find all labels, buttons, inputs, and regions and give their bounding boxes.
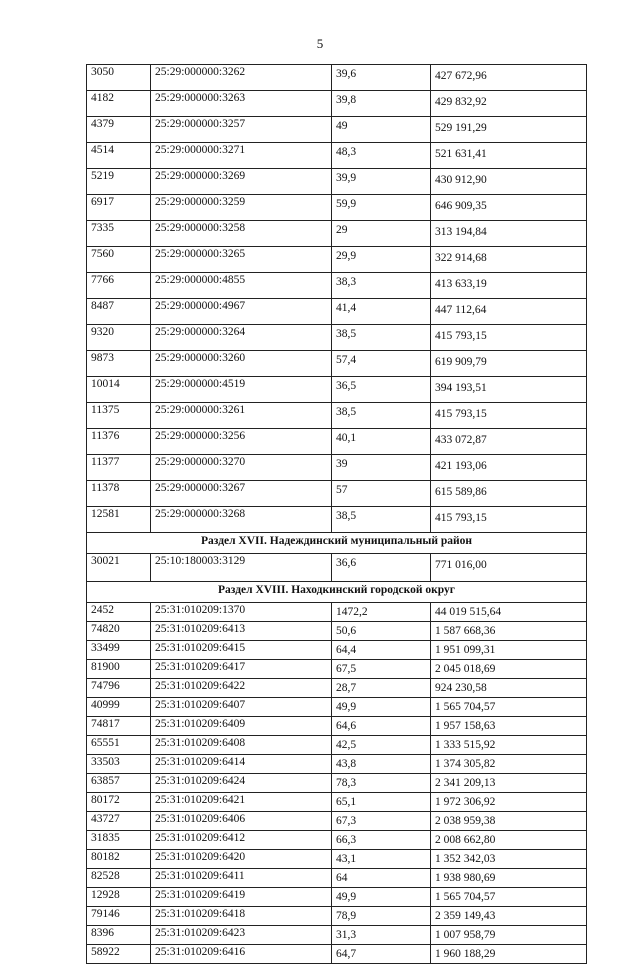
value-cell: 1 960 188,29 bbox=[431, 945, 587, 964]
area-cell: 67,5 bbox=[332, 660, 431, 679]
area-cell: 59,9 bbox=[332, 195, 431, 221]
value-cell: 2 359 149,43 bbox=[431, 907, 587, 926]
value-cell: 415 793,15 bbox=[431, 507, 587, 533]
value-cell: 1 007 958,79 bbox=[431, 926, 587, 945]
object-number-cell: 74796 bbox=[87, 679, 151, 698]
area-cell: 49,9 bbox=[332, 888, 431, 907]
table-row bbox=[87, 926, 587, 945]
cadastral-number-cell: 25:29:000000:3261 bbox=[151, 403, 332, 429]
object-number-cell: 81900 bbox=[87, 660, 151, 679]
object-number-cell: 58922 bbox=[87, 945, 151, 964]
table-row bbox=[87, 641, 587, 660]
table-row bbox=[87, 481, 587, 507]
area-cell: 38,5 bbox=[332, 403, 431, 429]
object-number-cell: 9873 bbox=[87, 351, 151, 377]
object-number-cell: 74817 bbox=[87, 717, 151, 736]
cadastral-number-cell: 25:29:000000:4967 bbox=[151, 299, 332, 325]
cadastral-number-cell: 25:31:010209:6416 bbox=[151, 945, 332, 964]
cadastral-number-cell: 25:31:010209:6413 bbox=[151, 622, 332, 641]
table-row bbox=[87, 679, 587, 698]
cadastral-number-cell: 25:31:010209:6407 bbox=[151, 698, 332, 717]
area-cell: 39,8 bbox=[332, 91, 431, 117]
cadastral-number-cell: 25:31:010209:6418 bbox=[151, 907, 332, 926]
value-cell: 430 912,90 bbox=[431, 169, 587, 195]
cadastral-number-cell: 25:29:000000:3270 bbox=[151, 455, 332, 481]
area-cell: 28,7 bbox=[332, 679, 431, 698]
cadastral-number-cell: 25:31:010209:1370 bbox=[151, 603, 332, 622]
property-registry-table bbox=[86, 64, 587, 964]
section-heading-17: Раздел XVII. Надеждинский муниципальный район bbox=[87, 533, 587, 554]
page-number: 5 bbox=[316, 36, 324, 51]
value-cell: 2 008 662,80 bbox=[431, 831, 587, 850]
cadastral-number-cell: 25:29:000000:3271 bbox=[151, 143, 332, 169]
table-row bbox=[87, 774, 587, 793]
table-row bbox=[87, 221, 587, 247]
value-cell: 521 631,41 bbox=[431, 143, 587, 169]
cadastral-number-cell: 25:31:010209:6414 bbox=[151, 755, 332, 774]
cadastral-number-cell: 25:29:000000:3256 bbox=[151, 429, 332, 455]
section-header-row bbox=[87, 533, 587, 554]
value-cell: 394 193,51 bbox=[431, 377, 587, 403]
area-cell: 64,4 bbox=[332, 641, 431, 660]
area-cell: 29 bbox=[332, 221, 431, 247]
area-cell: 64,6 bbox=[332, 717, 431, 736]
cadastral-number-cell: 25:29:000000:3265 bbox=[151, 247, 332, 273]
object-number-cell: 63857 bbox=[87, 774, 151, 793]
area-cell: 43,1 bbox=[332, 850, 431, 869]
object-number-cell: 12928 bbox=[87, 888, 151, 907]
value-cell: 429 832,92 bbox=[431, 91, 587, 117]
object-number-cell: 2452 bbox=[87, 603, 151, 622]
cadastral-number-cell: 25:31:010209:6421 bbox=[151, 793, 332, 812]
object-number-cell: 7335 bbox=[87, 221, 151, 247]
table-row bbox=[87, 812, 587, 831]
value-cell: 415 793,15 bbox=[431, 325, 587, 351]
table-row bbox=[87, 195, 587, 221]
object-number-cell: 30021 bbox=[87, 554, 151, 582]
value-cell: 322 914,68 bbox=[431, 247, 587, 273]
object-number-cell: 5219 bbox=[87, 169, 151, 195]
value-cell: 1 374 305,82 bbox=[431, 755, 587, 774]
area-cell: 67,3 bbox=[332, 812, 431, 831]
area-cell: 65,1 bbox=[332, 793, 431, 812]
object-number-cell: 12581 bbox=[87, 507, 151, 533]
table-row bbox=[87, 403, 587, 429]
table-row bbox=[87, 755, 587, 774]
cadastral-number-cell: 25:29:000000:3269 bbox=[151, 169, 332, 195]
area-cell: 64,7 bbox=[332, 945, 431, 964]
table-row bbox=[87, 793, 587, 812]
cadastral-number-cell: 25:29:000000:3264 bbox=[151, 325, 332, 351]
value-cell: 771 016,00 bbox=[431, 554, 587, 582]
object-number-cell: 33503 bbox=[87, 755, 151, 774]
area-cell: 29,9 bbox=[332, 247, 431, 273]
value-cell: 433 072,87 bbox=[431, 429, 587, 455]
value-cell: 415 793,15 bbox=[431, 403, 587, 429]
area-cell: 78,9 bbox=[332, 907, 431, 926]
value-cell: 924 230,58 bbox=[431, 679, 587, 698]
table-row bbox=[87, 622, 587, 641]
table-block-section-17 bbox=[87, 554, 587, 582]
cadastral-number-cell: 25:29:000000:3267 bbox=[151, 481, 332, 507]
table-row bbox=[87, 850, 587, 869]
area-cell: 64 bbox=[332, 869, 431, 888]
cadastral-number-cell: 25:31:010209:6422 bbox=[151, 679, 332, 698]
table-row bbox=[87, 869, 587, 888]
object-number-cell: 10014 bbox=[87, 377, 151, 403]
area-cell: 49 bbox=[332, 117, 431, 143]
area-cell: 43,8 bbox=[332, 755, 431, 774]
area-cell: 48,3 bbox=[332, 143, 431, 169]
value-cell: 427 672,96 bbox=[431, 65, 587, 91]
cadastral-number-cell: 25:29:000000:3263 bbox=[151, 91, 332, 117]
object-number-cell: 40999 bbox=[87, 698, 151, 717]
cadastral-number-cell: 25:29:000000:4519 bbox=[151, 377, 332, 403]
table-row bbox=[87, 325, 587, 351]
object-number-cell: 7766 bbox=[87, 273, 151, 299]
area-cell: 39,9 bbox=[332, 169, 431, 195]
object-number-cell: 3050 bbox=[87, 65, 151, 91]
area-cell: 38,5 bbox=[332, 507, 431, 533]
cadastral-number-cell: 25:31:010209:6424 bbox=[151, 774, 332, 793]
object-number-cell: 11378 bbox=[87, 481, 151, 507]
cadastral-number-cell: 25:31:010209:6411 bbox=[151, 869, 332, 888]
table-row bbox=[87, 507, 587, 533]
object-number-cell: 11375 bbox=[87, 403, 151, 429]
table-row bbox=[87, 377, 587, 403]
area-cell: 49,9 bbox=[332, 698, 431, 717]
value-cell: 1 938 980,69 bbox=[431, 869, 587, 888]
cadastral-number-cell: 25:29:000000:3260 bbox=[151, 351, 332, 377]
table-block-continued bbox=[87, 65, 587, 533]
table-row bbox=[87, 65, 587, 91]
table-row bbox=[87, 91, 587, 117]
table-row bbox=[87, 736, 587, 755]
area-cell: 1472,2 bbox=[332, 603, 431, 622]
value-cell: 1 352 342,03 bbox=[431, 850, 587, 869]
table-row bbox=[87, 299, 587, 325]
cadastral-number-cell: 25:29:000000:4855 bbox=[151, 273, 332, 299]
cadastral-number-cell: 25:31:010209:6415 bbox=[151, 641, 332, 660]
value-cell: 421 193,06 bbox=[431, 455, 587, 481]
cadastral-number-cell: 25:31:010209:6419 bbox=[151, 888, 332, 907]
area-cell: 66,3 bbox=[332, 831, 431, 850]
table-row bbox=[87, 143, 587, 169]
area-cell: 57,4 bbox=[332, 351, 431, 377]
object-number-cell: 4182 bbox=[87, 91, 151, 117]
cadastral-number-cell: 25:29:000000:3258 bbox=[151, 221, 332, 247]
value-cell: 1 333 515,92 bbox=[431, 736, 587, 755]
cadastral-number-cell: 25:31:010209:6423 bbox=[151, 926, 332, 945]
value-cell: 1 957 158,63 bbox=[431, 717, 587, 736]
object-number-cell: 8396 bbox=[87, 926, 151, 945]
table-row bbox=[87, 698, 587, 717]
cadastral-number-cell: 25:31:010209:6420 bbox=[151, 850, 332, 869]
value-cell: 313 194,84 bbox=[431, 221, 587, 247]
section-header-row bbox=[87, 582, 587, 603]
object-number-cell: 74820 bbox=[87, 622, 151, 641]
table-row bbox=[87, 554, 587, 582]
object-number-cell: 6917 bbox=[87, 195, 151, 221]
value-cell: 1 951 099,31 bbox=[431, 641, 587, 660]
value-cell: 1 587 668,36 bbox=[431, 622, 587, 641]
area-cell: 36,5 bbox=[332, 377, 431, 403]
object-number-cell: 7560 bbox=[87, 247, 151, 273]
section-heading-18: Раздел XVIII. Находкинский городской округ bbox=[87, 582, 587, 603]
object-number-cell: 4514 bbox=[87, 143, 151, 169]
object-number-cell: 82528 bbox=[87, 869, 151, 888]
cadastral-number-cell: 25:29:000000:3259 bbox=[151, 195, 332, 221]
table-row bbox=[87, 273, 587, 299]
value-cell: 44 019 515,64 bbox=[431, 603, 587, 622]
cadastral-number-cell: 25:31:010209:6409 bbox=[151, 717, 332, 736]
table-row bbox=[87, 429, 587, 455]
cadastral-number-cell: 25:31:010209:6417 bbox=[151, 660, 332, 679]
table-row bbox=[87, 351, 587, 377]
object-number-cell: 43727 bbox=[87, 812, 151, 831]
cadastral-number-cell: 25:31:010209:6408 bbox=[151, 736, 332, 755]
object-number-cell: 8487 bbox=[87, 299, 151, 325]
cadastral-number-cell: 25:31:010209:6406 bbox=[151, 812, 332, 831]
area-cell: 36,6 bbox=[332, 554, 431, 582]
object-number-cell: 33499 bbox=[87, 641, 151, 660]
area-cell: 42,5 bbox=[332, 736, 431, 755]
cadastral-number-cell: 25:31:010209:6412 bbox=[151, 831, 332, 850]
object-number-cell: 9320 bbox=[87, 325, 151, 351]
object-number-cell: 80172 bbox=[87, 793, 151, 812]
object-number-cell: 11376 bbox=[87, 429, 151, 455]
area-cell: 78,3 bbox=[332, 774, 431, 793]
table-row bbox=[87, 117, 587, 143]
value-cell: 619 909,79 bbox=[431, 351, 587, 377]
cadastral-number-cell: 25:29:000000:3257 bbox=[151, 117, 332, 143]
value-cell: 529 191,29 bbox=[431, 117, 587, 143]
value-cell: 615 589,86 bbox=[431, 481, 587, 507]
value-cell: 646 909,35 bbox=[431, 195, 587, 221]
table-row bbox=[87, 660, 587, 679]
value-cell: 2 341 209,13 bbox=[431, 774, 587, 793]
table-row bbox=[87, 831, 587, 850]
cadastral-number-cell: 25:29:000000:3262 bbox=[151, 65, 332, 91]
object-number-cell: 4379 bbox=[87, 117, 151, 143]
table-block-section-18 bbox=[87, 603, 587, 964]
value-cell: 1 972 306,92 bbox=[431, 793, 587, 812]
object-number-cell: 80182 bbox=[87, 850, 151, 869]
table-row bbox=[87, 603, 587, 622]
table-row bbox=[87, 717, 587, 736]
cadastral-number-cell: 25:29:000000:3268 bbox=[151, 507, 332, 533]
value-cell: 447 112,64 bbox=[431, 299, 587, 325]
table-row bbox=[87, 945, 587, 964]
object-number-cell: 65551 bbox=[87, 736, 151, 755]
area-cell: 57 bbox=[332, 481, 431, 507]
area-cell: 31,3 bbox=[332, 926, 431, 945]
area-cell: 39,6 bbox=[332, 65, 431, 91]
table-row bbox=[87, 247, 587, 273]
value-cell: 1 565 704,57 bbox=[431, 888, 587, 907]
value-cell: 2 038 959,38 bbox=[431, 812, 587, 831]
table-row bbox=[87, 907, 587, 926]
object-number-cell: 31835 bbox=[87, 831, 151, 850]
table-row bbox=[87, 888, 587, 907]
table-row bbox=[87, 455, 587, 481]
object-number-cell: 11377 bbox=[87, 455, 151, 481]
area-cell: 38,5 bbox=[332, 325, 431, 351]
area-cell: 50,6 bbox=[332, 622, 431, 641]
value-cell: 2 045 018,69 bbox=[431, 660, 587, 679]
area-cell: 40,1 bbox=[332, 429, 431, 455]
value-cell: 1 565 704,57 bbox=[431, 698, 587, 717]
area-cell: 41,4 bbox=[332, 299, 431, 325]
object-number-cell: 79146 bbox=[87, 907, 151, 926]
cadastral-number-cell: 25:10:180003:3129 bbox=[151, 554, 332, 582]
area-cell: 38,3 bbox=[332, 273, 431, 299]
area-cell: 39 bbox=[332, 455, 431, 481]
value-cell: 413 633,19 bbox=[431, 273, 587, 299]
table-row bbox=[87, 169, 587, 195]
